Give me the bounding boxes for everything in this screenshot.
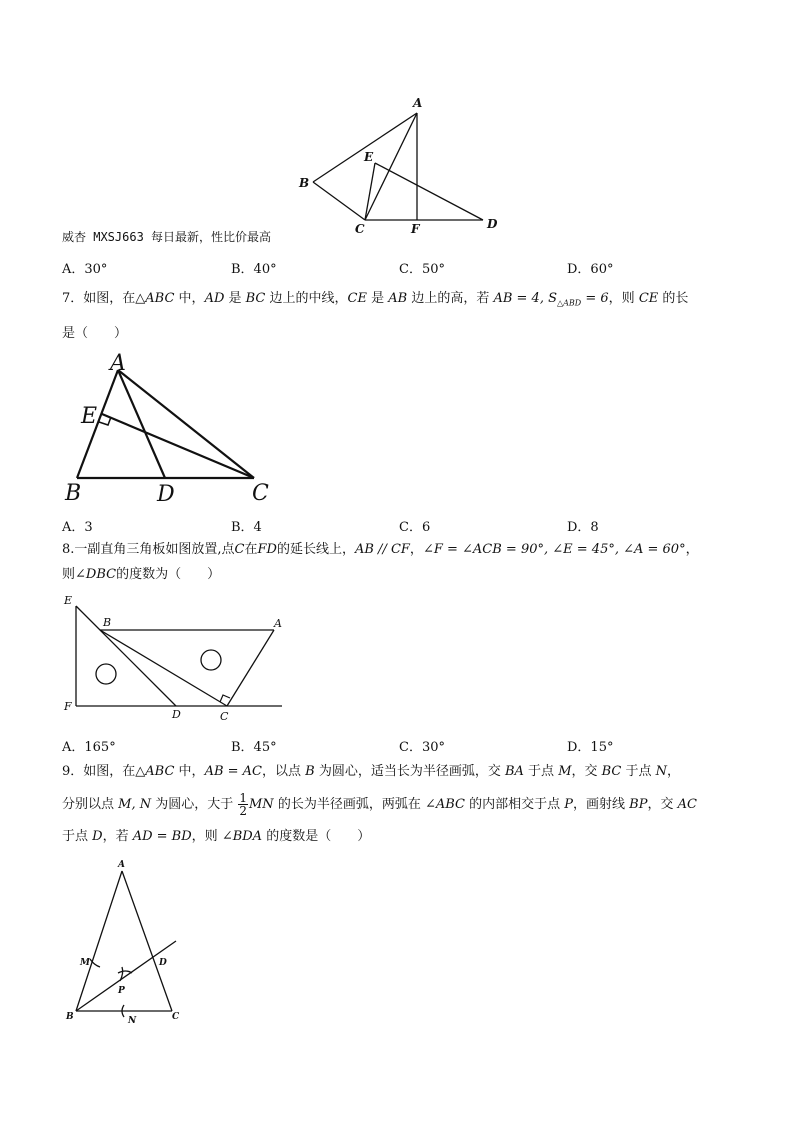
- q8-stem-line1: 8.一副直角三角板如图放置,点C在FD的延长线上，AB // CF，∠F = ∠ACB = 90°, ∠E = 45°, ∠A = 60°，: [62, 542, 699, 557]
- q8-option-b[interactable]: B．45°: [231, 740, 277, 755]
- q9-stem-line1: 9．如图，在△ABC 中，AB = AC，以点 B 为圆心，适当长为半径画弧，交 BA 于点 M，交 BC 于点 N，: [62, 764, 681, 779]
- q6-label-a: A: [413, 96, 423, 110]
- q8-right-angle-mark: [220, 695, 230, 702]
- q8-hole-right: [201, 650, 221, 670]
- q9-label-b: B: [66, 1012, 74, 1022]
- q9-line-ac: [122, 871, 172, 1011]
- q8-stem-line2: 则∠DBC的度数为（ ）: [62, 567, 221, 582]
- q7-option-b[interactable]: B．4: [231, 520, 262, 535]
- q8-label-e: E: [64, 594, 73, 607]
- q7-stem-line2: 是（ ）: [62, 326, 128, 341]
- q9-figure: [62, 855, 192, 1035]
- q7-diagram: [62, 350, 282, 510]
- q6-label-d: D: [487, 217, 498, 231]
- q6-option-c[interactable]: C．50°: [399, 262, 445, 277]
- q9-ray-bp: [76, 941, 176, 1011]
- q6-line-ca: [365, 113, 417, 220]
- q6-line-bc: [313, 182, 365, 220]
- q8-line-bc: [100, 630, 227, 706]
- q6-label-e: E: [364, 150, 374, 164]
- q9-diagram: [62, 855, 192, 1035]
- q9-fraction-half: $\frac{1}{2}$: [239, 791, 247, 818]
- q6-option-d[interactable]: D．60°: [567, 262, 614, 277]
- q8-label-b: B: [103, 616, 112, 629]
- q8-label-c: C: [220, 710, 229, 723]
- q8-option-d[interactable]: D．15°: [567, 740, 614, 755]
- q9-line-ab: [76, 871, 122, 1011]
- q8-hole-left: [96, 664, 116, 684]
- q7-line-ce: [102, 414, 254, 478]
- q7-figure: [62, 350, 282, 510]
- q8-label-a: A: [274, 617, 282, 630]
- q6-diagram: [295, 95, 510, 235]
- q8-figure: [60, 590, 295, 725]
- q8-option-c[interactable]: C．30°: [399, 740, 445, 755]
- q8-label-f: F: [64, 700, 72, 713]
- q9-stem-line3: 于点 D，若 AD = BD，则 ∠BDA 的度数是（ ）: [62, 829, 371, 844]
- q8-option-a[interactable]: A．165°: [62, 740, 116, 755]
- q7-label-e: E: [81, 404, 98, 429]
- q6-option-a[interactable]: A．30°: [62, 262, 108, 277]
- q6-label-f: F: [411, 222, 420, 236]
- q6-figure: [295, 95, 510, 235]
- q9-label-p: P: [118, 986, 125, 996]
- q6-label-c: C: [355, 222, 365, 236]
- q7-label-d: D: [157, 482, 175, 507]
- q7-line-ac: [118, 370, 254, 478]
- q8-line-ed: [76, 606, 176, 706]
- q9-label-d: D: [159, 958, 167, 968]
- q8-label-d: D: [172, 708, 181, 721]
- q7-option-c[interactable]: C．6: [399, 520, 431, 535]
- q7-label-c: C: [252, 481, 269, 506]
- q6-line-ed: [375, 163, 483, 220]
- q9-label-n: N: [128, 1016, 137, 1026]
- q8-line-ac: [227, 630, 274, 706]
- q6-line-ec: [365, 163, 375, 220]
- q9-label-c: C: [172, 1012, 180, 1022]
- q7-option-d[interactable]: D．8: [567, 520, 599, 535]
- q9-label-m: M: [80, 958, 90, 968]
- q7-label-a: A: [110, 351, 126, 376]
- watermark-line: 威杏 MXSJ663 每日最新，性比价最高: [62, 230, 272, 244]
- q8-diagram: [60, 590, 295, 725]
- q6-line-ba: [313, 113, 417, 182]
- q7-stem-line1: 7．如图，在△ABC 中，AD 是 BC 边上的中线，CE 是 AB 边上的高，若 AB = 4, $S_{\triangle ABD} = 6$，则 CE 的长: [62, 291, 689, 308]
- q9-stem-line2: 分别以点 M, N 为圆心，大于 $\frac{1}{2}$ MN 的长为半径画弧，两弧在 ∠ABC 的内部相交于点 P，画射线 BP，交 AC: [62, 791, 697, 818]
- q6-option-b[interactable]: B．40°: [231, 262, 277, 277]
- q9-label-a: A: [118, 860, 125, 870]
- q7-option-a[interactable]: A．3: [62, 520, 93, 535]
- q7-label-b: B: [65, 481, 82, 506]
- q6-label-b: B: [299, 176, 310, 190]
